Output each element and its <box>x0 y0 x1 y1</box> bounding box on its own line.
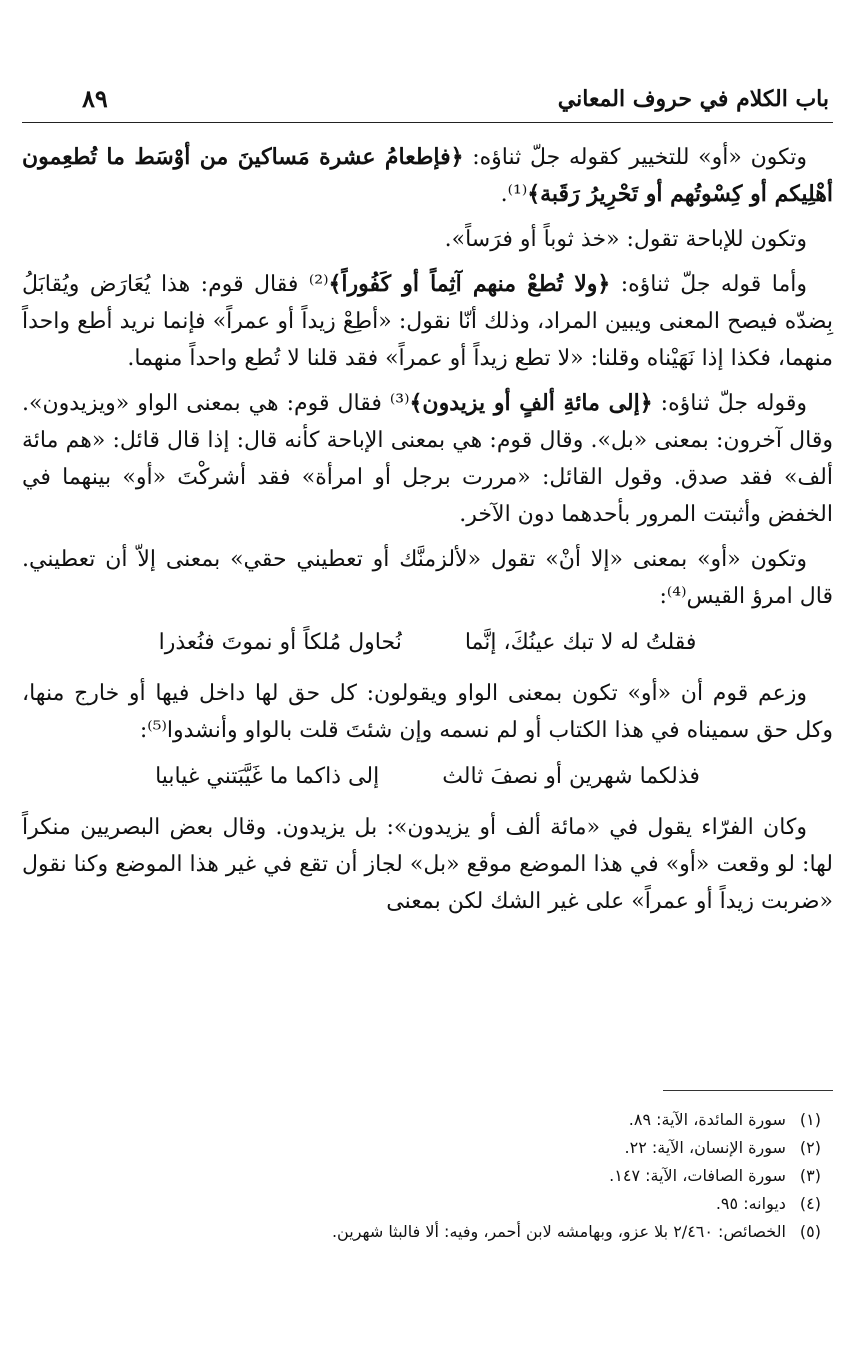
page-header <box>22 78 833 123</box>
footnote-number: (١) <box>799 1110 821 1129</box>
paragraph-5 <box>22 541 833 615</box>
footnote-number: (٤) <box>799 1194 821 1213</box>
chapter-title: باب الكلام في حروف المعاني <box>557 86 829 112</box>
paragraph-6: وزعم قوم أن «أو» تكون بمعنى الواو ويقولون: كل حق لها داخل فيها أو خارج منها، وكل حق سميناه في هذا الكتاب أو لم نسمه وإن شئتَ قلت بالواو وأنشدوا⁽⁵⁾: <box>22 681 833 743</box>
paragraph-text: وأما قوله جلّ ثناؤه: <box>610 272 808 297</box>
footnote-5 <box>22 1218 821 1246</box>
paragraph-4 <box>22 385 833 533</box>
paragraph-text: ⁽¹⁾. <box>500 182 528 207</box>
footnote-number: (٣) <box>799 1166 821 1185</box>
footnote-3 <box>22 1162 821 1190</box>
poem-verse-2 <box>22 757 833 797</box>
footnote-text: سورة الصافات، الآية: ١٤٧. <box>609 1166 786 1185</box>
verse-hemistich-left: إلى ذاكما ما غَيَّبَتني غيابيا <box>155 764 380 789</box>
paragraph-2 <box>22 221 833 258</box>
footnote-4 <box>22 1190 821 1218</box>
paragraph-text: ⁽²⁾ فقال قوم: هذا يُعَارَض ويُقابَلُ بِضدّه فيصح المعنى ويبين المراد، وذلك أنّا نقول: «أطِعْ زيداً أو عمراً» فإنما نريد أطع واحداً منهما، فكذا إذا نَهَيْناه وقلنا: «لا تطع زيداً أو عمراً» فقد قلنا لا تُطع واحداً منهما. <box>22 272 833 371</box>
footnote-text: سورة الإنسان، الآية: ٢٢. <box>624 1138 786 1157</box>
paragraph-text: ⁽³⁾ فقال قوم: هي بمعنى الواو «ويزيدون». وقال آخرون: بمعنى «بل». وقال قوم: هي بمعنى الإباحة كأنه قال: إذا قال قائل: «هم مائة ألف» فقد صدق. وقول القائل: «مررت برجل أو امرأة» فقد أشركْتَ «أو» بينهما في الخفض وأثبتت المرور بأحدهما دون الآخر. <box>22 391 833 527</box>
paragraph-text: وتكون «أو» بمعنى «إلا أنْ» تقول «لألزمنَّك أو تعطيني حقي» بمعنى إلاّ أن تعطيني. قال امرؤ القيس⁽⁴⁾: <box>22 547 833 609</box>
footnote-2 <box>22 1134 821 1162</box>
footnote-number: (٢) <box>799 1138 821 1157</box>
paragraph-3 <box>22 266 833 377</box>
paragraph-7: وكان الفرّاء يقول في «مائة ألف أو يزيدون»: بل يزيدون. وقال بعض البصريين منكراً لها: لو وقعت «أو» في هذا الموضع موقع «بل» لجاز أن تقع في غير هذا الموضع وكنا نقول «ضربت زيداً أو عمراً» على غير الشك لكن بمعنى <box>22 815 833 914</box>
footnote-number: (٥) <box>799 1222 821 1241</box>
paragraph-text: وتكون للإباحة تقول: «خذ ثوباً أو فرَساً». <box>444 227 807 252</box>
document-page <box>22 78 833 1345</box>
paragraph-text: وتكون «أو» للتخيير كقوله جلّ ثناؤه: <box>463 145 807 170</box>
footnote-text: ديوانه: ٩٥. <box>715 1194 786 1213</box>
page-number: ٨٩ <box>82 84 108 113</box>
main-text <box>22 139 833 920</box>
quran-verse: ﴿فإطعامُ عشرة مَساكينَ من أوْسَط ما تُطعِمون أهْلِيكم أو كِسْوتُهم أو تَحْرِيرُ رَقَبة﴾ <box>22 144 833 207</box>
verse-hemistich-right: فقلتُ له لا تبك عينُكَ، إنَّما <box>464 630 697 655</box>
quran-verse: ﴿إلى مائةِ ألفٍ أو يزيدون﴾ <box>409 390 653 416</box>
verse-hemistich-right: فذلكما شهرين أو نصفَ ثالث <box>442 764 700 789</box>
footnote-separator <box>663 1090 833 1091</box>
paragraph-text: وقوله جلّ ثناؤه: <box>652 391 807 416</box>
poem-verse-1 <box>22 623 833 663</box>
verse-hemistich-left: نُحاول مُلكاً أو نموتَ فنُعذرا <box>158 630 402 655</box>
footnote-text: الخصائص: ٢/٤٦٠ بلا عزو، وبهامشه لابن أحمر، وفيه: ألا فالبثا شهرين. <box>331 1222 786 1241</box>
footnotes <box>22 1106 821 1246</box>
quran-verse: ﴿ولا تُطعْ منهم آثِماً أو كَفُوراً﴾ <box>328 271 611 297</box>
paragraph-1 <box>22 139 833 213</box>
footnote-1 <box>22 1106 821 1134</box>
footnote-text: سورة المائدة، الآية: ٨٩. <box>628 1110 786 1129</box>
